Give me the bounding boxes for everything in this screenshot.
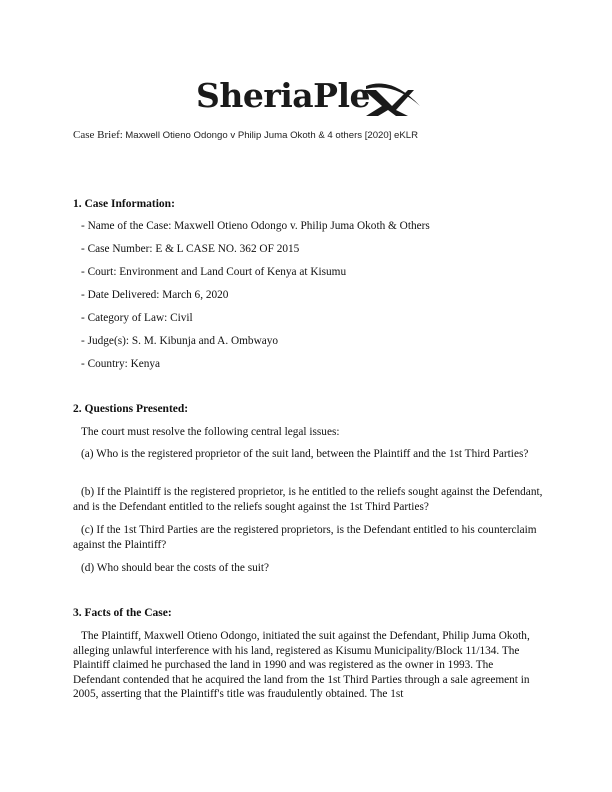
case-info-judges: - Judge(s): S. M. Kibunja and A. Ombwayo [81, 335, 279, 347]
case-brief-label: Case Brief: [73, 129, 123, 141]
case-info-court: - Court: Environment and Land Court of Kenya at Kisumu [81, 266, 347, 278]
facts-paragraph: The Plaintiff, Maxwell Otieno Odongo, initiated the suit against the Defendant, Philip Juma Okoth, alleging unlawful interference with his land, registered as Kisumu Municipality/Block 11/134. The Plaintiff claimed he purchased the land in 1990 and was registered as the owner in 1993. The Defendant contended that he acquired the land from the 1st Third Parties through a sale agreement in 2005, asserting that the Plaintiff's title was fraudulently obtained. The 1st [73, 630, 530, 700]
case-info-date: - Date Delivered: March 6, 2020 [81, 289, 229, 301]
case-brief-name: Maxwell Otieno Odongo v Philip Juma Okoth & 4 others [2020] eKLR [125, 130, 419, 141]
logo-x-swoosh-icon [362, 76, 422, 120]
questions-intro: The court must resolve the following central legal issues: [81, 426, 340, 438]
sheriaplex-logo [196, 76, 426, 120]
section-heading-case-information: 1. Case Information: [73, 198, 175, 210]
case-brief-title [73, 129, 418, 141]
question-a: (a) Who is the registered proprietor of the suit land, between the Plaintiff and the 1st Third Parties? [81, 448, 529, 460]
section-heading-questions: 2. Questions Presented: [73, 403, 189, 415]
question-b: (b) If the Plaintiff is the registered proprietor, is he entitled to the reliefs sought against the Defendant, and is the Defendant entitled to the reliefs sought against the 1st Third Parties? [73, 486, 543, 513]
question-d: (d) Who should bear the costs of the suit? [81, 562, 270, 574]
case-info-number: - Case Number: E & L CASE NO. 362 OF 2015 [81, 243, 300, 255]
case-info-name: - Name of the Case: Maxwell Otieno Odongo v. Philip Juma Okoth & Others [81, 220, 430, 232]
case-info-category: - Category of Law: Civil [81, 312, 193, 324]
question-c: (c) If the 1st Third Parties are the registered proprietors, is the Defendant entitled to his counterclaim against the Plaintiff? [73, 524, 537, 551]
section-heading-facts: 3. Facts of the Case: [73, 607, 172, 619]
logo-wordmark: SheriaPle [196, 76, 370, 115]
case-info-country: - Country: Kenya [81, 358, 161, 370]
